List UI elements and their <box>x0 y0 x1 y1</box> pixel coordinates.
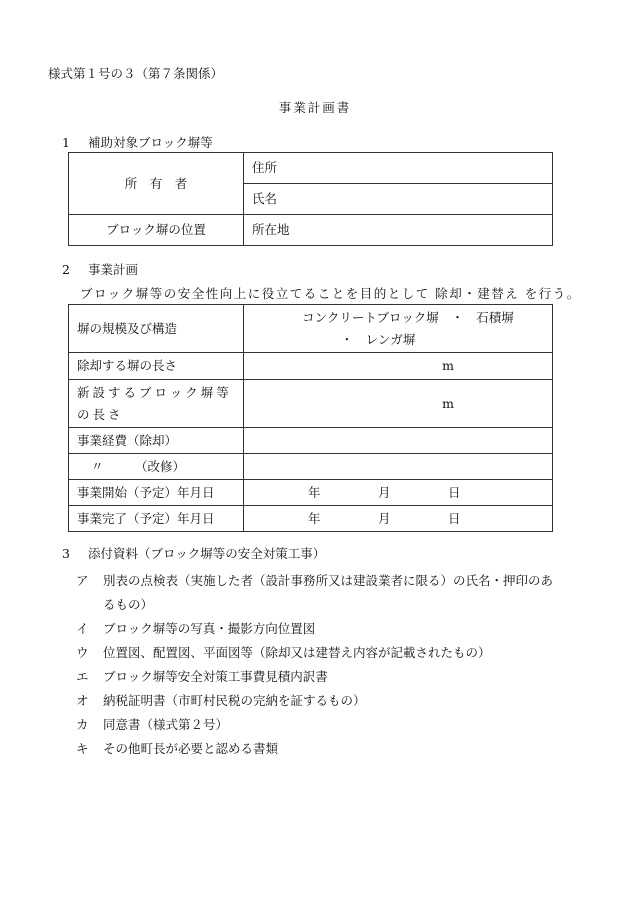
plan-table <box>68 304 553 532</box>
start-year: 年 <box>308 484 321 500</box>
section3-title: 添付資料（ブロック塀等の安全対策工事） <box>88 546 326 561</box>
section1-heading <box>62 137 213 150</box>
cost-removal-label: 事業経費（除却） <box>69 428 244 454</box>
attachment-text: 納税証明書（市町村民税の完納を証するもの） <box>103 693 366 708</box>
structure-option-line1: コンクリートブロック塀 ・ 石積塀 <box>302 310 514 326</box>
name-field[interactable]: 氏名 <box>244 184 553 215</box>
section2-number: 2 <box>62 262 70 277</box>
structure-row <box>69 305 553 353</box>
attachment-text: ブロック塀等の写真・撮影方向位置図 <box>103 621 316 636</box>
owner-table <box>68 152 553 246</box>
structure-option-line2: ・ レンガ塀 <box>340 331 416 347</box>
cost-repair-cell <box>69 454 244 480</box>
start-date-row <box>69 480 553 506</box>
end-date-label: 事業完了（予定）年月日 <box>69 506 244 532</box>
attachment-item-a-cont <box>76 599 153 612</box>
start-date-field[interactable] <box>244 480 553 506</box>
attachment-text-cont: るもの） <box>103 597 154 612</box>
attachment-key: カ <box>76 717 89 732</box>
new-length-field[interactable] <box>244 380 553 428</box>
location-row <box>69 215 553 246</box>
attachment-key: ア <box>76 573 89 588</box>
removal-length-label: 除却する塀の長さ <box>69 353 244 380</box>
attachment-key: キ <box>76 741 89 756</box>
new-length-row <box>69 380 553 428</box>
cost-repair-row <box>69 454 553 480</box>
attachment-key: イ <box>76 621 89 636</box>
owner-address-row <box>69 153 553 184</box>
section3-heading <box>62 548 325 561</box>
structure-label: 塀の規模及び構造 <box>69 305 244 353</box>
cost-removal-row <box>69 428 553 454</box>
start-month: 月 <box>378 484 391 500</box>
attachment-text: 別表の点検表（実施した者（設計事務所又は建設業者に限る）の氏名・押印のあ <box>103 573 554 588</box>
start-day: 日 <box>448 484 461 500</box>
attachment-item-o <box>76 695 366 708</box>
attachment-key: オ <box>76 693 89 708</box>
attachment-text: ブロック塀等安全対策工事費見積内訳書 <box>103 669 328 684</box>
end-date-row <box>69 506 553 532</box>
location-label: ブロック塀の位置 <box>69 215 244 246</box>
section2-title: 事業計画 <box>88 262 139 277</box>
section2-heading <box>62 264 138 277</box>
attachment-item-i <box>76 623 315 636</box>
attachment-item-a <box>76 575 553 588</box>
address-field[interactable]: 住所 <box>244 153 553 184</box>
attachment-text: その他町長が必要と認める書類 <box>103 741 279 756</box>
new-length-unit: m <box>442 395 454 411</box>
new-length-label: 新設するブロック塀等の長さ <box>69 380 244 428</box>
section3-number: 3 <box>62 546 70 561</box>
removal-length-field[interactable] <box>244 353 553 380</box>
owner-label: 所 有 者 <box>69 153 244 215</box>
attachment-item-e <box>76 671 328 684</box>
cost-repair-field[interactable] <box>244 454 553 480</box>
removal-length-row <box>69 353 553 380</box>
end-date-field[interactable] <box>244 506 553 532</box>
attachment-text: 位置図、配置図、平面図等（除却又は建替え内容が記載されたもの） <box>103 645 491 660</box>
ditto-mark: 〃 <box>91 458 104 474</box>
removal-length-unit: m <box>442 358 454 374</box>
end-month: 月 <box>378 510 391 526</box>
attachment-text: 同意書（様式第２号） <box>103 717 229 732</box>
start-date-label: 事業開始（予定）年月日 <box>69 480 244 506</box>
page-title: 事業計画書 <box>278 100 352 115</box>
attachment-key: エ <box>76 669 89 684</box>
end-year: 年 <box>308 510 321 526</box>
attachment-key: ウ <box>76 645 89 660</box>
form-number: 様式第１号の３（第７条関係） <box>48 66 224 81</box>
section1-title: 補助対象ブロック塀等 <box>88 135 213 150</box>
purpose-text: ブロック塀等の安全性向上に役立てることを目的として 除却・建替え を行う。 <box>80 286 581 301</box>
attachment-item-u <box>76 647 491 660</box>
location-field[interactable]: 所在地 <box>244 215 553 246</box>
section1-number: 1 <box>62 135 70 150</box>
cost-repair-label: （改修） <box>135 458 186 474</box>
end-day: 日 <box>448 510 461 526</box>
cost-removal-field[interactable] <box>244 428 553 454</box>
attachment-item-ki <box>76 743 278 756</box>
attachment-item-ka <box>76 719 228 732</box>
structure-options[interactable] <box>244 305 553 353</box>
